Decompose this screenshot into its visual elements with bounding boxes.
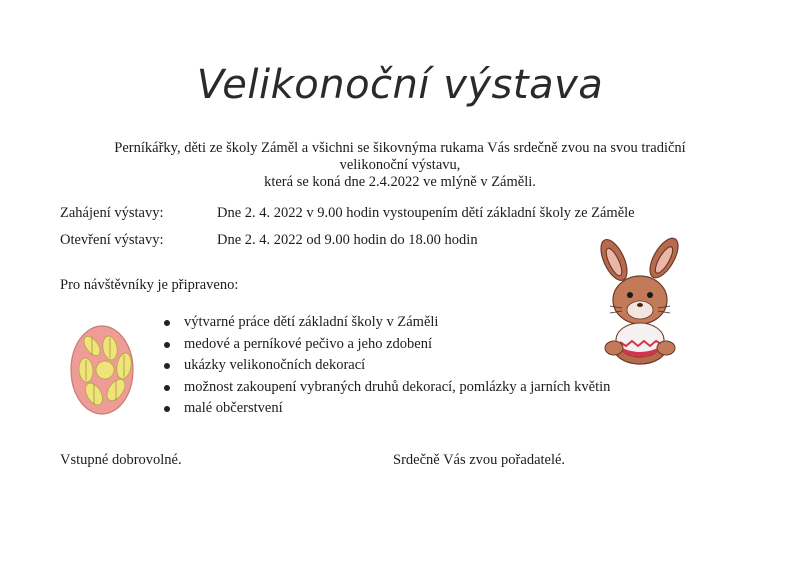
- page-title: Velikonoční výstava: [196, 62, 604, 108]
- list-item: [162, 379, 610, 401]
- bullet-icon: [164, 406, 170, 412]
- list-item: [162, 314, 610, 336]
- invitation-text: [90, 140, 710, 191]
- schedule-label: Otevření výstavy:: [60, 232, 164, 248]
- bullet-icon: [164, 363, 170, 369]
- bullet-icon: [164, 320, 170, 326]
- organizers-signoff: Srdečně Vás zvou pořadatelé.: [393, 452, 566, 468]
- list-item-text: ukázky velikonočních dekorací: [184, 357, 366, 373]
- invitation-line-3: která se koná dne 2.4.2022 ve mlýně v Záměli.: [264, 174, 536, 190]
- easter-egg-icon: [64, 318, 144, 418]
- bullet-icon: [164, 342, 170, 348]
- list-item-text: malé občerstvení: [184, 400, 283, 416]
- admission-note: Vstupné dobrovolné.: [60, 452, 182, 468]
- list-item-text: medové a perníkové pečivo a jeho zdobení: [184, 335, 433, 352]
- list-item: [162, 400, 610, 422]
- program-list: [162, 314, 610, 422]
- schedule-value: Dne 2. 4. 2022 od 9.00 hodin do 18.00 hodin: [217, 232, 478, 248]
- list-item-text: výtvarné práce dětí základní školy v Záměli: [184, 314, 439, 330]
- invitation-line-1: Perníkářky, děti ze školy Záměl a všichni se šikovnýma rukama Vás srdečně zvou na svou tradiční: [114, 140, 686, 156]
- schedule-value: Dne 2. 4. 2022 v 9.00 hodin vystoupením dětí základní školy ze Záměle: [217, 205, 635, 221]
- invitation-line-2: velikonoční výstavu,: [339, 157, 461, 173]
- bullet-icon: [164, 385, 170, 391]
- schedule-label: Zahájení výstavy:: [60, 205, 164, 221]
- list-item: [162, 336, 610, 358]
- list-item-text: možnost zakoupení vybraných druhů dekorací, pomlázky a jarních květin: [184, 378, 611, 395]
- list-item: [162, 357, 610, 379]
- visitors-heading: Pro návštěvníky je připraveno:: [60, 277, 239, 293]
- bunny-icon: [592, 236, 692, 366]
